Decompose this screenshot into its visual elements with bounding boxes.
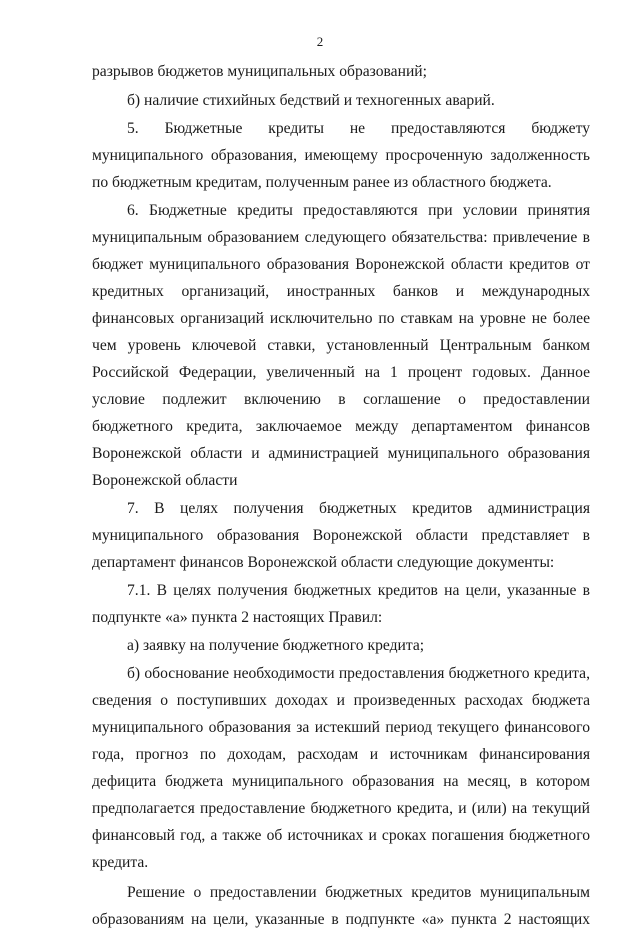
paragraph-5: 5. Бюджетные кредиты не предоставляются бюджету муниципального образования, имеющему просроченную задолженность по бюджетным кредитам, полученным ранее из областного бюджета. bbox=[92, 120, 590, 191]
paragraph-item-b-justification: б) обоснование необходимости предоставления бюджетного кредита, сведения о поступивших доходах и произведенных расходах бюджета муниципального образования за истекший период текущего финансового года, прогноз по доходам, расходам и источникам финансирования дефицита бюджета муниципального образования на месяц, в котором предполагается предоставление бюджетного кредита, и (или) на текущий финансовый год, а также об источниках и сроках погашения бюджетного кредита. bbox=[92, 665, 590, 871]
paragraph-7: 7. В целях получения бюджетных кредитов администрация муниципального образования Воронежской области представляет в департамент финансов Воронежской области следующие документы: bbox=[92, 500, 590, 571]
paragraph-decision: Решение о предоставлении бюджетных кредитов муниципальным образованиям на цели, указанные в подпункте «а» пункта 2 настоящих bbox=[92, 884, 590, 928]
paragraph-item-a: а) заявку на получение бюджетного кредита; bbox=[127, 637, 425, 654]
page-number: 2 bbox=[316, 34, 324, 49]
paragraph-6: 6. Бюджетные кредиты предоставляются при условии принятия муниципальным образованием следующего обязательства: привлечение в бюджет муниципального образования Воронежской области кредитов от кредитных организаций, иностранных банков и международных финансовых организаций исключительно по ставкам на уровне не более чем уровень ключевой ставки, установленный Центральным банком Российской Федерации, увеличенный на 1 процент годовых. Данное условие подлежит включению в соглашение о предоставлении бюджетного кредита, заключаемое между департаментом финансов Воронежской области и администрацией муниципального образования Воронежской области bbox=[92, 202, 590, 489]
paragraph-continuation: разрывов бюджетов муниципальных образований; bbox=[92, 63, 427, 80]
document-body bbox=[92, 58, 590, 933]
paragraph-item-b: б) наличие стихийных бедствий и техногенных аварий. bbox=[127, 92, 495, 109]
paragraph-7-1: 7.1. В целях получения бюджетных кредитов на цели, указанные в подпункте «а» пункта 2 настоящих Правил: bbox=[92, 582, 590, 626]
